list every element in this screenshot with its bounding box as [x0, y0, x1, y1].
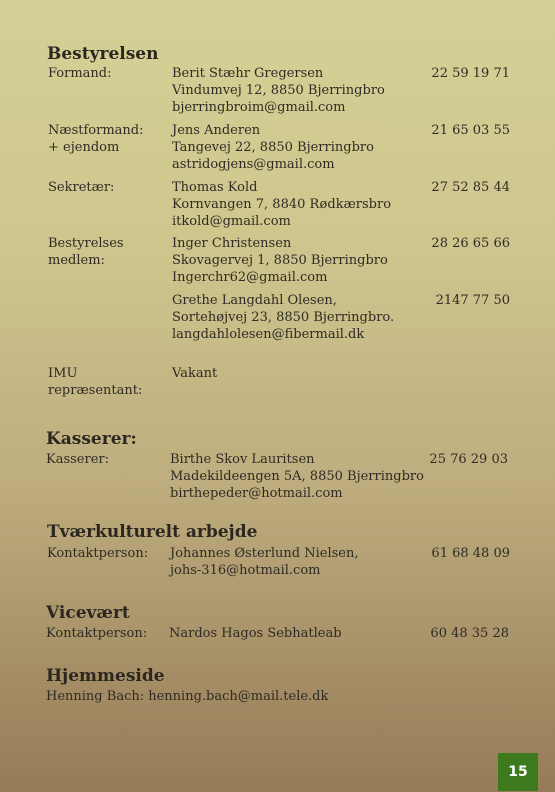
member-phone: 27 52 85 44 [431, 180, 510, 195]
member-email[interactable]: langdahlolesen@fibermail.dk [172, 327, 365, 342]
page-number-badge [498, 753, 538, 791]
member-name: Johannes Østerlund Nielsen, [170, 546, 359, 561]
member-address: Kornvangen 7, 8840 Rødkærsbro [172, 197, 392, 212]
member-address: Tangevej 22, 8850 Bjerringbro [172, 140, 374, 155]
member-address: Madekildeengen 5A, 8850 Bjerringbro [170, 469, 424, 484]
member-phone: 21 65 03 55 [431, 123, 510, 138]
member-name: Berit Stæhr Gregersen [172, 66, 324, 81]
member-phone: 25 76 29 03 [429, 452, 508, 467]
member-name: Grethe Langdahl Olesen, [172, 293, 337, 308]
member-phone: 61 68 48 09 [431, 546, 510, 561]
member-name: Birthe Skov Lauritsen [170, 452, 315, 467]
member-email[interactable]: birthepeder@hotmail.com [170, 486, 343, 501]
member-email[interactable]: johs-316@hotmail.com [170, 563, 321, 578]
role-label: Næstformand: [48, 123, 144, 138]
member-phone: 60 48 35 28 [430, 626, 509, 641]
member-address: Sortehøjvej 23, 8850 Bjerringbro. [172, 310, 395, 325]
member-phone: 28 26 65 66 [431, 236, 510, 251]
heading-kasserer: Kasserer: [46, 429, 137, 449]
heading-crosscultural: Tværkulturelt arbejde [47, 522, 258, 542]
role-label: Kasserer: [46, 452, 110, 467]
role-label: Kontaktperson: [47, 546, 149, 561]
heading-bestyrelsen: Bestyrelsen [47, 44, 159, 64]
member-name: Thomas Kold [172, 180, 258, 195]
role-label-line2: medlem: [48, 253, 105, 268]
member-email[interactable]: Ingerchr62@gmail.com [172, 270, 328, 285]
page-number: 15 [508, 764, 528, 780]
website-contact[interactable]: Henning Bach: henning.bach@mail.tele.dk [46, 689, 329, 704]
member-address: Skovagervej 1, 8850 Bjerringbro [172, 253, 388, 268]
member-phone: 22 59 19 71 [431, 66, 510, 81]
role-label: Kontaktperson: [46, 626, 148, 641]
member-email[interactable]: astridogjens@gmail.com [172, 157, 335, 172]
heading-website: Hjemmeside [46, 666, 165, 686]
role-label: Formand: [48, 66, 112, 81]
role-label: IMU [48, 366, 78, 381]
role-label: Sekretær: [48, 180, 115, 195]
member-address: Vindumvej 12, 8850 Bjerringbro [172, 83, 385, 98]
member-phone: 2147 77 50 [435, 293, 510, 308]
imu-value: Vakant [172, 366, 218, 381]
heading-caretaker: Vicevært [46, 603, 130, 623]
member-name: Jens Anderen [172, 123, 261, 138]
member-email[interactable]: itkold@gmail.com [172, 214, 291, 229]
role-label-line2: repræsentant: [48, 383, 143, 398]
role-label: Bestyrelses [48, 236, 124, 251]
role-label-line2: + ejendom [48, 140, 120, 155]
member-name: Nardos Hagos Sebhatleab [169, 626, 342, 641]
member-name: Inger Christensen [172, 236, 292, 251]
member-email[interactable]: bjerringbroim@gmail.com [172, 100, 346, 115]
